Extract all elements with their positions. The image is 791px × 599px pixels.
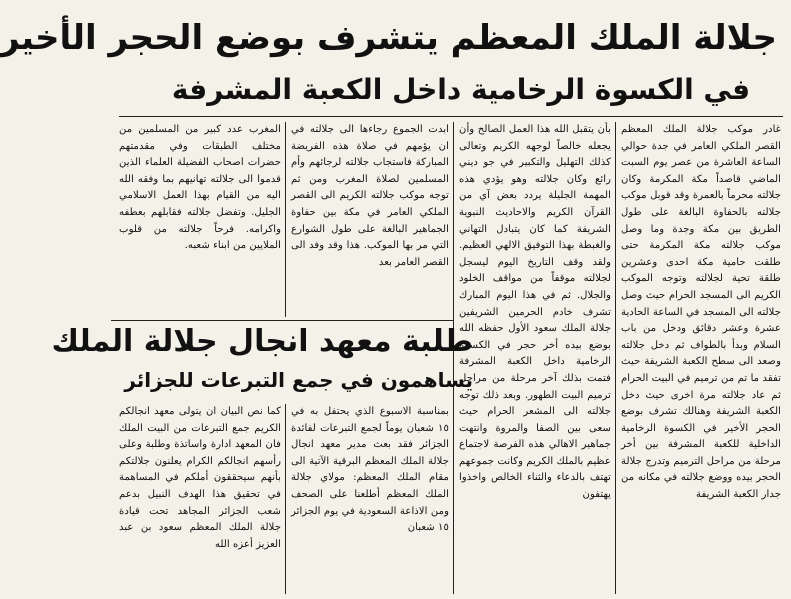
article1-column-1 (621, 122, 781, 594)
article2-headline: طلبة معهد انجال جلالة الملك (51, 324, 473, 359)
article2-column-2-text: كما نص البيان ان يتولى معهد انجالكم الكريم جمع التبرعات من البيت الملك فان المعهد ادارة واساتذة وطلبة وعلى رأسهم انجالكم الكرام يعلنون جلالتكم بأنهم سيحققون أملكم في المساهمة في تحقيق هذا الهدف النبيل بدعم شعب الجزائر المجاهد تحت قيادة جلالة الملك المعظم سعود بن عبد العزيز أعزه الله (119, 406, 281, 550)
main-headline: جلالة الملك المعظم يتشرف بوضع الحجر الأخير (0, 18, 777, 58)
article1-column-1-text: غادر موكب جلالة الملك المعظم القصر الملكي العامر في جدة حوالي الساعة العاشرة من عصر يوم السبت الماضي قاصداً مكة المكرمة وكان جلالته محرماً بالعمرة وقد قوبل موكب جلالته بالحفاوة البالغة على طول الطريق بين مكة وجدة وما وصل موكب جلالته مكة المكرمة حتى طلقت حامية مكة احدى وعشرين طلقة تحية لجلالته وتوجه الموكب الكريم الى المسجد الحرام حيث وصل جلالته الى المسجد في الساعة الحادية عشرة وعشر دقائق ودخل من باب السلام وبدأ بالطواف ثم دخل جلالته وصعد الى سطح الكعبة الشريفة حيث تفقد ما تم من ترميم في البيت الحرام ثم عاد جلالته مرة اخرى حيث دخل الكعبة الشريفة وهنالك تشرف بوضع الحجر الأخير في الكسوة الرخامية الداخلية للكعبة المشرفة بين أخر مرحلة من مراحل الترميم وتدرج جلالة الحجر بيده ووضع جلالته في مكانه من جدار الكعبة الشريفة (621, 124, 781, 501)
headline-divider (119, 116, 783, 117)
column-divider (285, 404, 286, 594)
article1-column-2 (459, 122, 611, 594)
article1-column-2-text: بأن يتقبل الله هذا العمل الصالح وأن يجعله خالصاً لوجهه الكريم وتعالى كذلك التهليل والتكبير في جو ديني رائع وكان جلالته وهو يؤدي هذه المهمة الجليلة يردد بعض آي من القرآن الكريم والاحاديث النبوية الشريفة كما كان يتبادل التهاني والغبطة بهذا التوفيق الالهي العظيم. ولقد وقف التاريخ اليوم ليسجل لجلالته موقفاً من مواقف الخلود والجلال. ثم في هذا اليوم المبارك تشرف خادم الحرمين الشريفين جلالة الملك سعود الأول حفظه الله بوضع بيده أخر حجر في الكسوة الرخامية داخل الكعبة المشرفة فتمت بذلك آخر مرحلة من مراحل ترميم البيت الطهور. وبعد ذلك توجه جلالته الى المشعر الحرام حيث سعى بين الصفا والمروة وانتهت جماهير الاهالي هذه الفرصة لاجتماع عظيم بالملك الكريم وكانت جموعهم تهتف بالدعاء والثناء الخالص واخذوا يهتفون (459, 124, 611, 501)
article1-column-4-text: المغرب عدد كبير من المسلمين من مختلف الطبقات وفي مقدمتهم حضرات اصحاب الفضيلة العلماء الذين قدموا الى جلالته تهانيهم بما وفقه الله اليه من القيام بهذا العمل الاسلامي الجليل. وتفضل جلالته فقابلهم بعطفه واكرامه. فرحاً جلالته من قلوب الملايين من ابناء شعبه. (119, 124, 281, 252)
column-divider (615, 122, 616, 594)
main-subheadline: في الكسوة الرخامية داخل الكعبة المشرفة (171, 73, 751, 106)
article1-column-3 (291, 122, 449, 317)
article2-column-1-text: بمناسبة الاسبوع الذي يحتفل به في ١٥ شعبان يوماً لجمع التبرعات لفائدة الجزائر فقد بعث مدير معهد انجال جلالة الملك المعظم البرقية الآتية الى مقام الملك المعظم: مولاي جلالة الملك المعظم أطلعنا على الصحف ومن الاذاعة السعودية في يوم الجزائر ١٥ شعبان (291, 406, 449, 534)
article2-subheadline: يساهمون في جمع التبرعات للجزائر (124, 368, 473, 392)
article-divider (111, 320, 453, 321)
article2-column-1 (291, 404, 449, 594)
article1-column-4 (119, 122, 281, 317)
column-divider (285, 122, 286, 317)
article1-column-3-text: ابدت الجموع رجاءها الى جلالته في ان يؤمهم في صلاة هذه الفريضة المباركة فاستجاب جلالته لرجائهم وأم المسلمين لصلاة المغرب ومن ثم توجه موكب جلالته الكريم الى القصر الملكي العامر في مكة بين حفاوة الجماهير البالغة على طول الشوارع التي مر بها الموكب. هذا وقد وفد الى القصر العامر بعد (291, 124, 449, 268)
article2-column-2 (119, 404, 281, 594)
